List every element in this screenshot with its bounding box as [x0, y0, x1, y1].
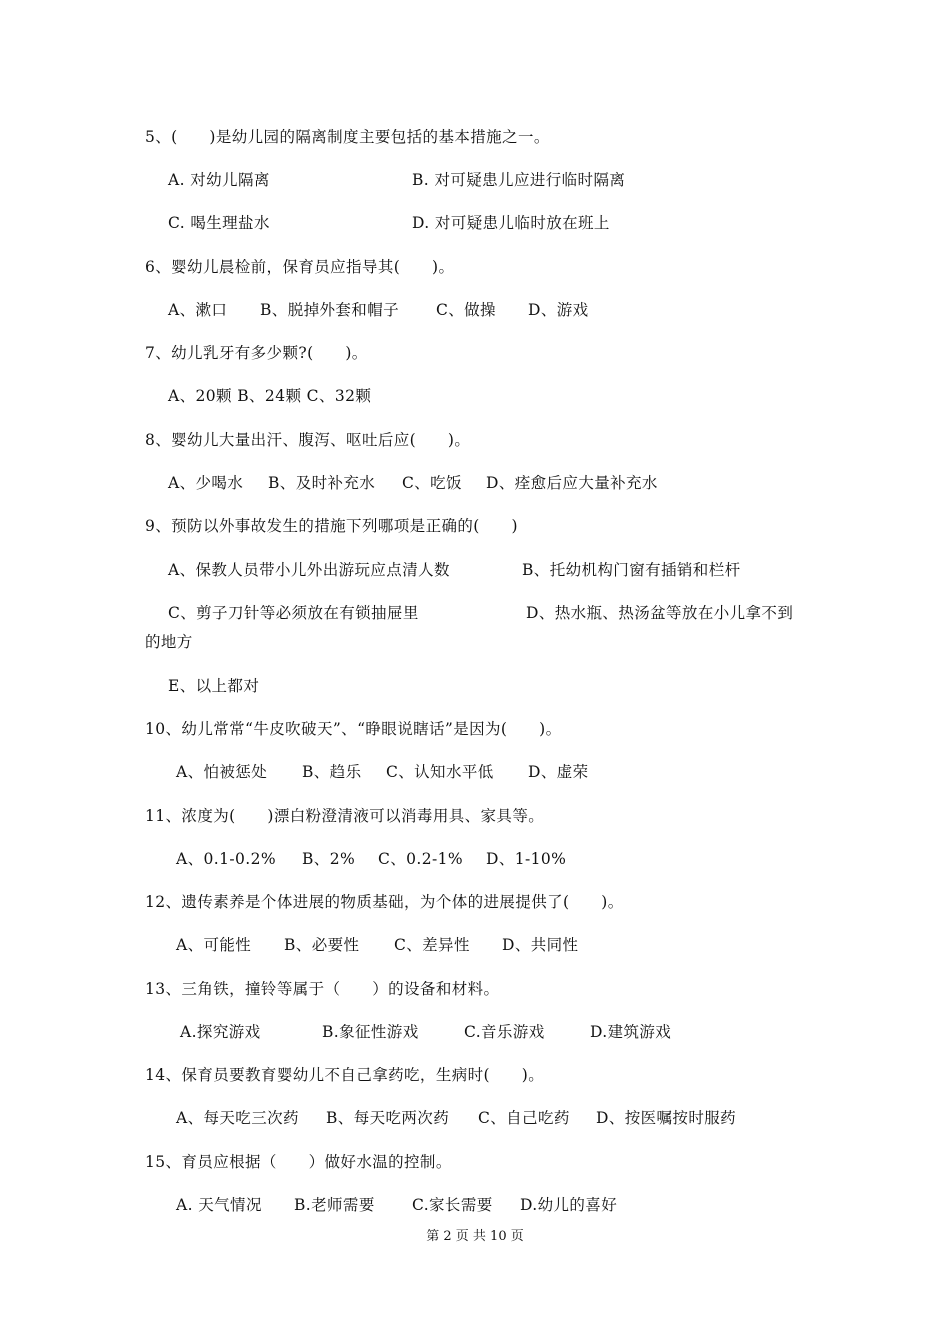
- question-9-option-e: E、以上都对: [168, 677, 260, 695]
- question-14-stem: 14、保育员要教育婴幼儿不自己拿药吃，生病时( )。: [145, 1066, 545, 1084]
- question-6-stem: 6、婴幼儿晨检前，保育员应指导其( )。: [145, 258, 455, 276]
- question-5-option-a: A. 对幼儿隔离: [168, 171, 270, 189]
- page-footer: 第 2 页 共 10 页: [426, 1229, 524, 1244]
- question-14-option-a: A、每天吃三次药: [176, 1109, 299, 1127]
- question-13-option-c: C.音乐游戏: [464, 1023, 545, 1041]
- question-5-option-c: C. 喝生理盐水: [168, 214, 270, 232]
- question-10-option-c: C、认知水平低: [386, 763, 494, 781]
- question-5-option-d: D. 对可疑患儿临时放在班上: [412, 214, 610, 232]
- question-10-option-b: B、趋乐: [302, 763, 362, 781]
- question-13-stem: 13、三角铁，撞铃等属于（ ）的设备和材料。: [145, 980, 500, 998]
- question-7-stem: 7、幼儿乳牙有多少颗?( )。: [145, 344, 368, 362]
- question-15-option-c: C.家长需要: [412, 1196, 493, 1214]
- question-12-option-d: D、共同性: [502, 936, 579, 954]
- question-14-option-d: D、按医嘱按时服药: [596, 1109, 737, 1127]
- question-11-option-d: D、1-10%: [486, 850, 567, 868]
- question-12-option-c: C、差异性: [394, 936, 470, 954]
- question-15-option-d: D.幼儿的喜好: [520, 1196, 618, 1214]
- question-6-option-c: C、做操: [436, 301, 496, 319]
- question-6-option-a: A、漱口: [168, 301, 228, 319]
- question-15-stem: 15、育员应根据（ ）做好水温的控制。: [145, 1153, 452, 1171]
- question-9-option-d: D、热水瓶、热汤盆等放在小儿拿不到: [526, 604, 794, 622]
- question-10-option-d: D、虚荣: [528, 763, 589, 781]
- question-11-option-c: C、0.2-1%: [378, 850, 464, 868]
- question-8-option-c: C、吃饭: [402, 474, 462, 492]
- question-13-option-a: A.探究游戏: [180, 1023, 261, 1041]
- question-11-stem: 11、浓度为( )漂白粉澄清液可以消毒用具、家具等。: [145, 807, 545, 825]
- question-12-option-b: B、必要性: [284, 936, 360, 954]
- question-6-option-d: D、游戏: [528, 301, 589, 319]
- question-11-option-a: A、0.1-0.2%: [176, 850, 276, 868]
- question-9-option-a: A、保教人员带小儿外出游玩应点清人数: [168, 561, 450, 579]
- question-8-option-a: A、少喝水: [168, 474, 244, 492]
- question-8-stem: 8、婴幼儿大量出汗、腹泻、呕吐后应( )。: [145, 431, 471, 449]
- question-5-stem: 5、( )是幼儿园的隔离制度主要包括的基本措施之一。: [145, 128, 550, 146]
- question-15-option-b: B.老师需要: [294, 1196, 375, 1214]
- question-9-stem: 9、预防以外事故发生的措施下列哪项是正确的( ): [145, 517, 518, 535]
- question-11-option-b: B、2%: [302, 850, 356, 868]
- question-14-option-c: C、自己吃药: [478, 1109, 570, 1127]
- question-13-option-b: B.象征性游戏: [322, 1023, 419, 1041]
- question-8-option-b: B、及时补充水: [268, 474, 376, 492]
- question-8-option-d: D、痊愈后应大量补充水: [486, 474, 658, 492]
- question-13-option-d: D.建筑游戏: [590, 1023, 672, 1041]
- question-9-option-b: B、托幼机构门窗有插销和栏杆: [522, 561, 741, 579]
- question-9-option-c: C、剪子刀针等必须放在有锁抽屉里: [168, 604, 419, 622]
- question-5-option-b: B. 对可疑患儿应进行临时隔离: [412, 171, 626, 189]
- question-12-option-a: A、可能性: [176, 936, 252, 954]
- question-14-option-b: B、每天吃两次药: [326, 1109, 450, 1127]
- question-12-stem: 12、遗传素养是个体进展的物质基础，为个体的进展提供了( )。: [145, 893, 624, 911]
- question-10-option-a: A、怕被惩处: [176, 763, 268, 781]
- question-9-option-d-continued: 的地方: [145, 633, 193, 651]
- question-7-options: A、20颗 B、24颗 C、32颗: [168, 387, 372, 405]
- question-10-stem: 10、幼儿常常“牛皮吹破天”、“睁眼说瞎话”是因为( )。: [145, 720, 562, 738]
- question-6-option-b: B、脱掉外套和帽子: [260, 301, 399, 319]
- question-15-option-a: A. 天气情况: [176, 1196, 262, 1214]
